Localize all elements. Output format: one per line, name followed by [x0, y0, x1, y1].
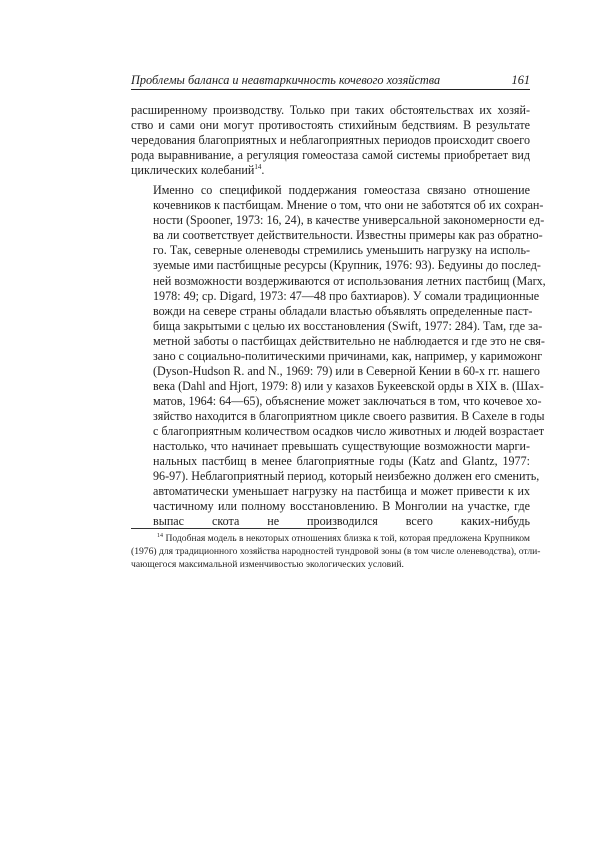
footnote-14 [131, 532, 541, 572]
paragraph-1 [131, 103, 530, 178]
text-line-last [131, 163, 530, 178]
text-line: бища закрытыми с целью их восстановления (Swift, 1977: 284). Там, где за- [153, 318, 543, 333]
text-line: автоматически уменьшает нагрузку на пастбища и может привести к их [153, 484, 530, 499]
footnote-number: 14 [157, 532, 163, 539]
text-line: чередования благоприятных и неблагоприятных периодов происходит своего [131, 133, 530, 148]
text-line: 96-97). Неблагоприятный период, который неизбежно должен его сменить, [153, 469, 540, 484]
page-number: 161 [511, 73, 530, 87]
text-line: века (Dahl and Hjort, 1979: 8) или у казахов Букеевской орды в XIX в. (Шах- [153, 378, 544, 393]
text-line: ва ли соответствует действительности. Известны примеры как раз обратно- [153, 228, 543, 243]
text-line: нальных пастбищ в менее благоприятные годы (Katz and Glantz, 1977: [153, 454, 530, 469]
footnote-line-first [131, 532, 530, 545]
text-line: ней возможности воздерживаются от использования летних пастбищ (Marx, [153, 273, 546, 288]
text-line: Именно со спецификой поддержания гомеостаза связано отношение [153, 183, 530, 198]
text-line: рода выравнивание, а регуляция гомеостаза самой системы приобретает вид [131, 148, 530, 163]
running-header [131, 72, 530, 90]
text-fragment: циклических колебаний [131, 163, 255, 178]
text-line: частичному или полному восстановлению. В Монголии на участке, где [153, 499, 530, 514]
running-header-title: Проблемы баланса и неавтаркичность кочевого хозяйства [131, 73, 441, 87]
text-line: ности (Spooner, 1973: 16, 24), в качестве универсальной закономерности ед- [153, 213, 545, 228]
text-line: 1978: 49; cp. Digard, 1973: 47—48 про бахтиаров). У сомали традиционные [153, 288, 540, 303]
text-line: матов, 1964: 64—65), объяснение может заключаться в том, что кочевое хо- [153, 393, 542, 408]
text-line: выпас скота не производился всего каких-нибудь [153, 514, 530, 529]
text-line: зяйство находится в благоприятном цикле своего развития. В Сахеле в годы [153, 408, 545, 423]
footnote-line: (1976) для традиционного хозяйства народностей тундровой зоны (в том числе оленеводства), отли- [131, 546, 541, 558]
footnote-reference[interactable]: 14 [254, 163, 262, 172]
text-line: го. Так, северные оленеводы стремились уменьшить нагрузку на исполь- [153, 243, 530, 258]
text-line: зуемые ими пастбищные ресурсы (Крупник, 1976: 93). Бедуины до послед- [153, 258, 541, 273]
text-line: с благоприятным количеством осадков число животных и людей возрастает [153, 423, 545, 438]
body-text [131, 103, 546, 529]
text-line: (Dyson-Hudson R. and N., 1969: 79) или в Северной Кении в 60-х гг. нашего [153, 363, 540, 378]
footnote-text: Подобная модель в некоторых отношениях близка к той, которая предложена Крупником [165, 533, 530, 544]
text-line: метной заботы о пастбищах действительно не наблюдается и где это не свя- [153, 333, 545, 348]
text-line: настолько, что начинает превышать существующие возможности марги- [153, 439, 530, 454]
text-line: кочевников к пастбищам. Мнение о том, что они не заботятся об их сохран- [153, 198, 544, 213]
text-line: зано с социально-политическими причинами, как, например, у кариможонг [153, 348, 543, 363]
footnote-line: чающегося максимальной изменчивостью экологических условий. [131, 559, 404, 571]
sentence-end: . [261, 163, 265, 178]
paragraph-2 [131, 183, 546, 529]
text-line: ство и сами они могут противостоять стихийным бедствиям. В результате [131, 118, 530, 133]
text-line: расширенному производству. Только при таких обстоятельствах их хозяй- [131, 103, 530, 117]
text-line: вожди на севере страны обладали властью объявлять определенные паст- [153, 303, 533, 318]
footnote-separator [131, 528, 337, 529]
